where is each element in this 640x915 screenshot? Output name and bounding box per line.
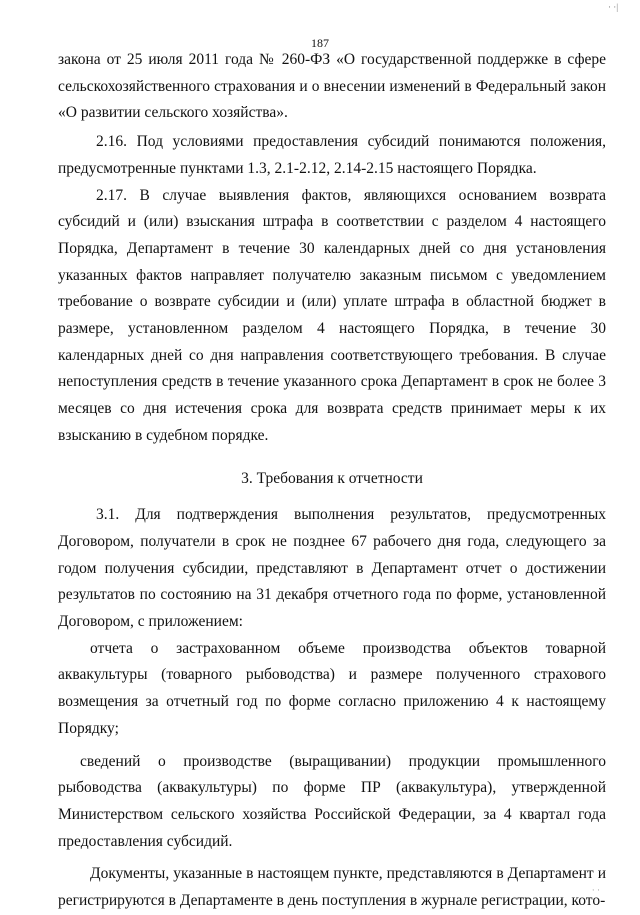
paragraph-3-1: 3.1. Для подтверждения выполнения результатов, предусмотренных Договором, получатели в срок не позднее 67 рабочего дня года, следующего за годом получения субсидии, представляют в Департамент отчет о достижении результатов по состоянию на 31 декабря отчетного года по форме, установленной Договором, с приложением: <box>58 506 606 631</box>
section-heading: 3. Требования к отчетности <box>241 469 423 487</box>
paragraph-continuation: закона от 25 июля 2011 года № 260-ФЗ «О государственной поддержке в сфере сельскохозяйственного страхования и о внесении изменений в Федеральный закон «О развитии сельского хозяйства». <box>58 51 606 122</box>
paragraph-2-17: 2.17. В случае выявления фактов, являющихся основанием возврата субсидий и (или) взыскания штрафа в соответствии с разделом 4 настоящего Порядка, Департамент в течение 30 календарных дней со дня установления указанных фактов направляет получателю заказным письмом с уведомлением требование о возврате субсидии и (или) уплате штрафа в областной бюджет в размере, установленном разделом 4 настоящего Порядка, в течение 30 календарных дней со дня направления соответствующего требования. В случае непоступления средств в течение указанного срока Департамент в срок не более 3 месяцев со дня истечения срока для возврата средств принимает меры к их взысканию в судебном порядке. <box>58 186 606 444</box>
list-item-report: отчета о застрахованном объеме производства объектов товарной аквакультуры (товарного рыбоводства) и размере полученного страхового возмещения за отчетный год по форме согласно приложению 4 к настоящему Порядку; <box>58 639 606 737</box>
page-number: 187 <box>311 36 329 50</box>
bottom-mark: · · <box>591 885 600 895</box>
document-body <box>58 47 606 915</box>
list-item-info: сведений о производстве (выращивании) продукции промышленного рыбоводства (аквакультуры) по форме ПР (аквакультура), утвержденной Министерством сельского хозяйства Российской Федерации, за 4 квартал года предоставления субсидий. <box>58 752 606 850</box>
corner-mark: · ·| <box>607 2 618 12</box>
paragraph-2-16: 2.16. Под условиями предоставления субсидий понимаются положения, предусмотренные пунктами 1.3, 2.1-2.12, 2.14-2.15 настоящего Порядка. <box>58 133 606 177</box>
paragraph-documents: Документы, указанные в настоящем пункте, представляются в Департамент и регистрируются в Департаменте в день поступления в журнале регистрации, кото- <box>58 865 606 910</box>
